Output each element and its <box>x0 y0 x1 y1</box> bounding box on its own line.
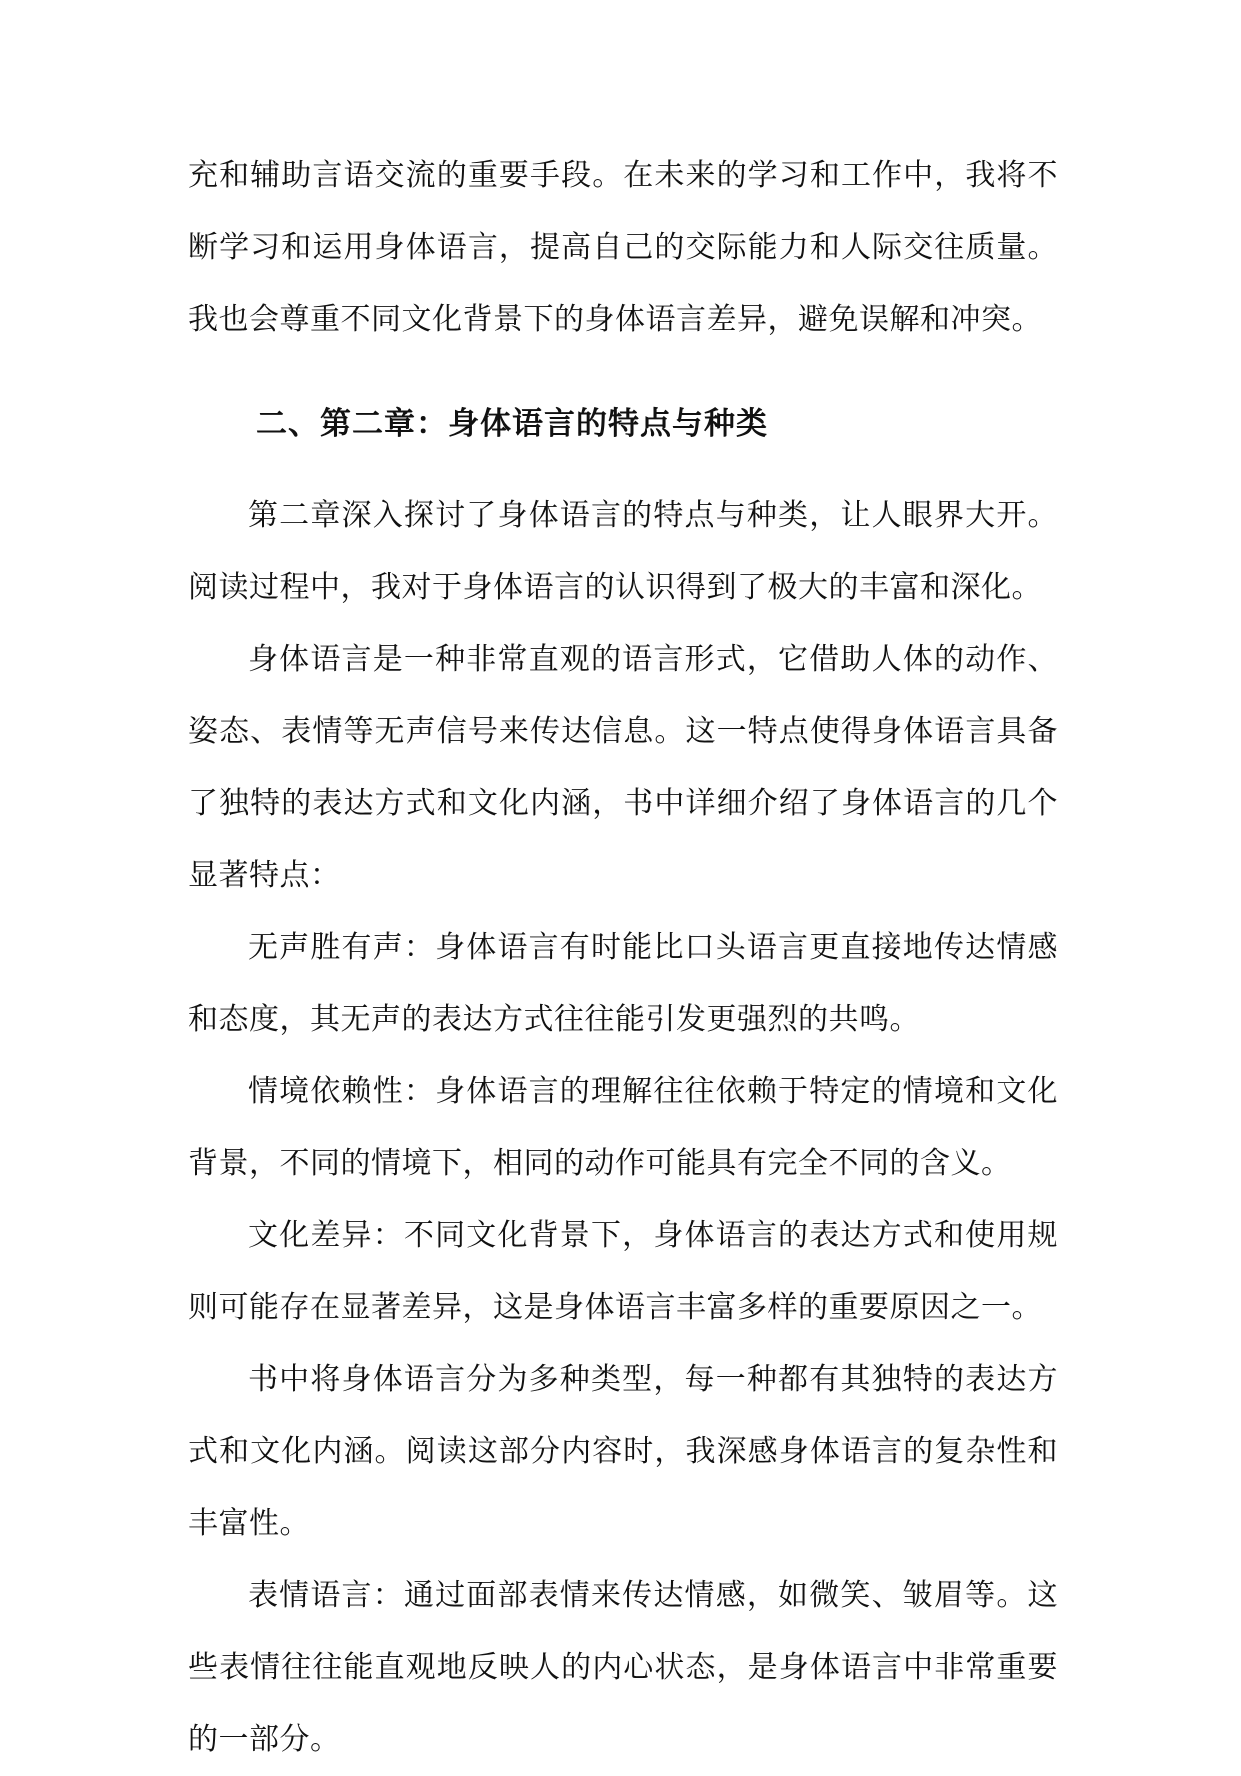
paragraph-6: 书中将身体语言分为多种类型，每一种都有其独特的表达方式和文化内涵。阅读这部分内容时，我深感身体语言的复杂性和丰富性。 <box>188 1362 1058 1541</box>
opening-paragraph: 充和辅助言语交流的重要手段。在未来的学习和工作中，我将不断学习和运用身体语言，提高自己的交际能力和人际交往质量。我也会尊重不同文化背景下的身体语言差异，避免误解和冲突。 <box>188 158 1058 337</box>
paragraph-3: 无声胜有声：身体语言有时能比口头语言更直接地传达情感和态度，其无声的表达方式往往能引发更强烈的共鸣。 <box>188 930 1058 1037</box>
chapter-heading: 二、第二章：身体语言的特点与种类 <box>256 406 768 442</box>
paragraph-4: 情境依赖性：身体语言的理解往往依赖于特定的情境和文化背景，不同的情境下，相同的动作可能具有完全不同的含义。 <box>188 1074 1058 1181</box>
paragraph-7: 表情语言：通过面部表情来传达情感，如微笑、皱眉等。这些表情往往能直观地反映人的内心状态，是身体语言中非常重要的一部分。 <box>188 1578 1058 1757</box>
paragraph-2: 身体语言是一种非常直观的语言形式，它借助人体的动作、姿态、表情等无声信号来传达信息。这一特点使得身体语言具备了独特的表达方式和文化内涵，书中详细介绍了身体语言的几个显著特点： <box>188 642 1058 893</box>
paragraph-1: 第二章深入探讨了身体语言的特点与种类，让人眼界大开。阅读过程中，我对于身体语言的认识得到了极大的丰富和深化。 <box>188 498 1058 605</box>
document-body <box>188 140 1058 1776</box>
paragraph-5: 文化差异：不同文化背景下，身体语言的表达方式和使用规则可能存在显著差异，这是身体语言丰富多样的重要原因之一。 <box>188 1218 1058 1325</box>
